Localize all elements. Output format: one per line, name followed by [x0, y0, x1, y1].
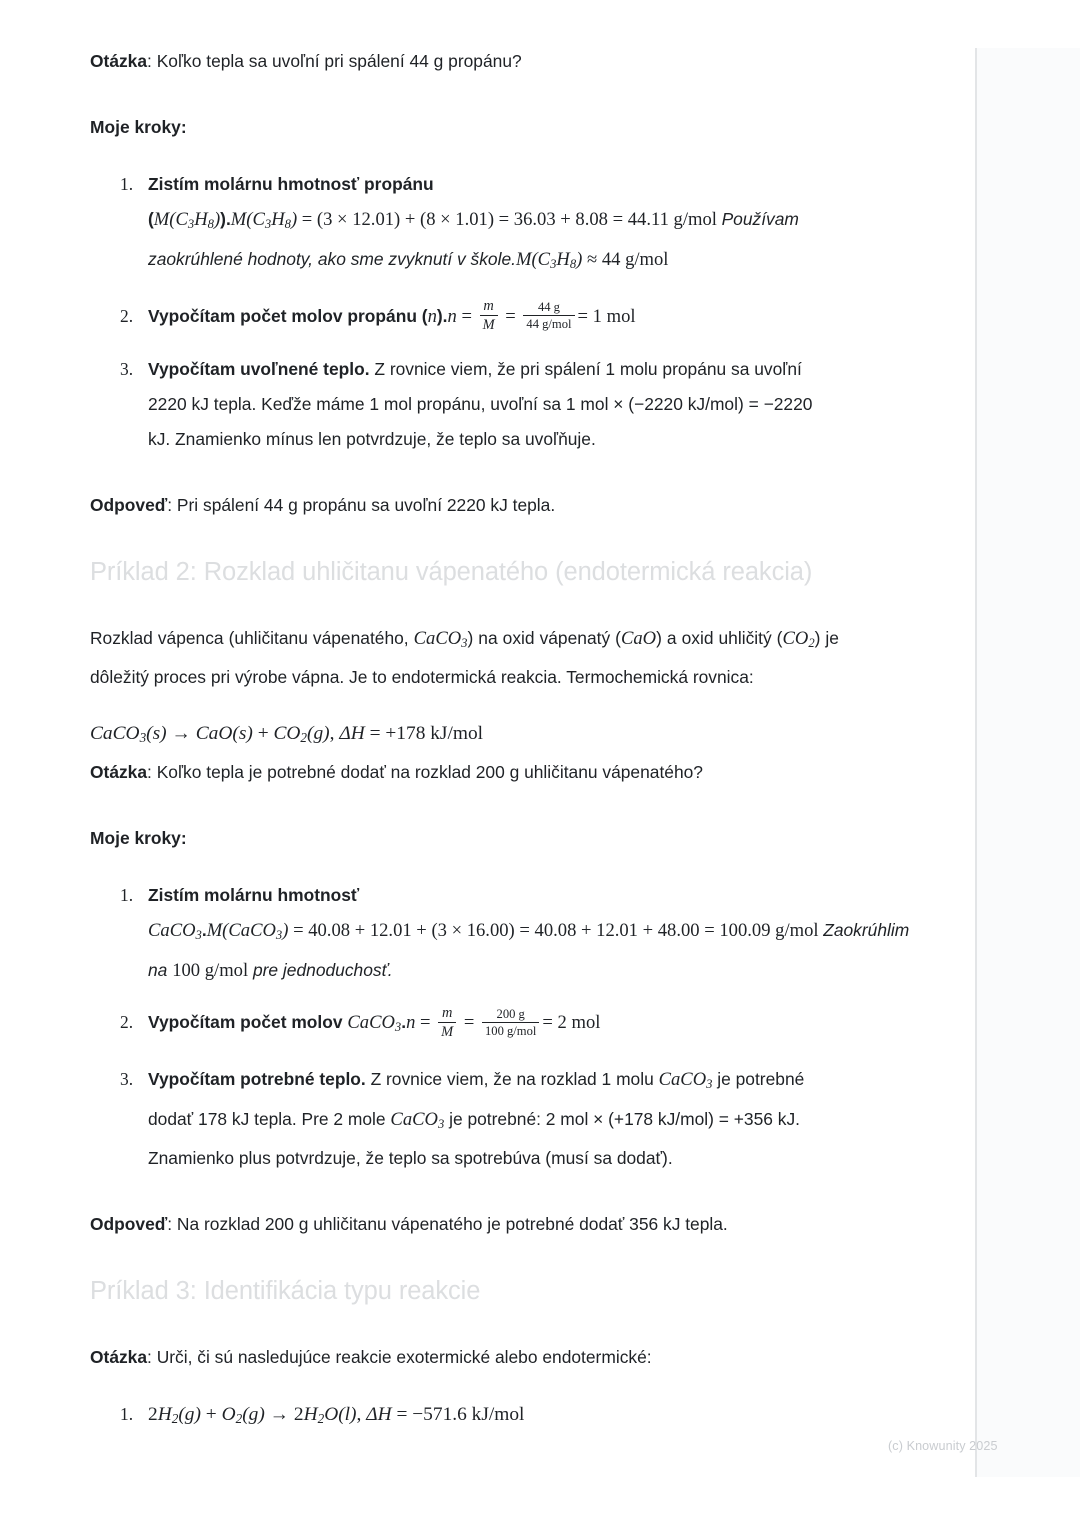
inline-math: CaCO$_3$: [658, 1068, 713, 1091]
inline-math: = 1 mol: [577, 305, 636, 327]
answer-label: Odpoveď: [90, 494, 168, 515]
example1-steps-list: [90, 167, 839, 457]
fraction-mass-over-molar-mass: $\frac{44 g}{\text{44 g/mol}}$: [523, 300, 574, 331]
list-item: Zistím molárnu hmotnosť CaCO$_3$.M(CaCO$_3$) = 40.08 + 12.01 + (3 × 16.00) = 40.08 + 12.01 + 48.00 = 100.09 g/mol Zaokrúhlim na 100 g/mol pre jednoduchosť.: [148, 885, 910, 982]
spacer: [90, 1309, 839, 1340]
watermark-knowunity: (c) Knowunity 2025: [888, 1439, 998, 1453]
inline-math: CaO: [620, 627, 657, 649]
spacer: [90, 695, 839, 717]
inline-math: =: [459, 1012, 479, 1034]
example2-question: [90, 755, 839, 790]
inline-math: $M(C_3H_8)$: [230, 209, 298, 231]
inline-math: ≈ 44 g/mol: [582, 248, 669, 270]
spacer: [90, 1242, 839, 1273]
question-text: : Koľko tepla je potrebné dodať na rozklad 200 g uhličitanu vápenatého?: [147, 762, 703, 783]
fraction-m-over-M: $\frac{m}{M}$: [438, 1005, 456, 1040]
inline-math: =: [500, 305, 521, 327]
inline-math: =: [456, 305, 477, 327]
question-text: : Koľko tepla sa uvoľní pri spálení 44 g propánu?: [147, 51, 522, 71]
inline-math: $M(C_3H_8)$: [515, 248, 583, 271]
answer-text: : Pri spálení 44 g propánu sa uvoľní 2220 kJ tepla.: [167, 494, 556, 515]
inline-math: n: [447, 305, 457, 327]
question-label: Otázka: [90, 1347, 148, 1368]
spacer: [90, 590, 839, 621]
example2-steps-label: Moje kroky:: [90, 828, 187, 849]
spacer: [90, 1176, 839, 1207]
spacer: [90, 856, 839, 878]
example1-question: [90, 44, 839, 79]
spacer: [90, 523, 839, 554]
spacer: [90, 79, 839, 110]
inline-math: CaCO$_3$: [148, 920, 202, 943]
inline-math: 100 g/mol: [172, 960, 249, 982]
example1-steps-label: Moje kroky:: [90, 117, 187, 137]
example1-answer: [90, 488, 839, 523]
example2-heading: Príklad 2: Rozklad uhličitanu vápenatého (endotermická reakcia): [90, 557, 813, 586]
inline-math: $CO_2$: [782, 627, 815, 650]
inline-math: CaCO$_3$: [347, 1012, 402, 1034]
example3-question: [90, 1340, 839, 1375]
example2-intro-paragraph: Rozklad vápenca (uhličitanu vápenatého, CaCO$_3$) na oxid vápenatý (CaO) a oxid uhličitý $(CO_2)$ je dôležitý proces pri výrobe vápna. Je to endotermická reakcia. Termochemická rovnica:: [90, 627, 839, 688]
inline-math: = (3 × 12.01) + (8 × 1.01) = 36.03 + 8.08 = 44.11 g/mol: [297, 209, 722, 230]
list-item: Vypočítam uvoľnené teplo. Z rovnice viem, že pri spálení 1 molu propánu sa uvoľní 2220 kJ tepla. Keďže máme 1 mol propánu, uvoľní sa 1 mol × (−2220 kJ/mol) = −2220 kJ. Znamienko mínus len potvrdzuje, že teplo sa uvoľňuje.: [148, 358, 813, 449]
inline-math: CaCO$_3$: [390, 1108, 445, 1131]
inline-math: 2H2(g) + O2(g) → 2H2O(l), ΔH = −571.6 kJ/mol: [148, 1404, 525, 1427]
list-item: [148, 1397, 839, 1436]
answer-label: Odpoveď: [90, 1214, 168, 1235]
list-item: Vypočítam počet molov CaCO$_3$.n = $\frac{m}{M}$ = $\frac{200 g}{\text{100 g/mol}}$ = 2 mol: [148, 1004, 601, 1040]
spacer: [90, 145, 839, 167]
question-label: Otázka: [90, 762, 148, 783]
fraction-mass-over-molar-mass: $\frac{200 g}{\text{100 g/mol}}$: [482, 1007, 539, 1038]
spacer: [90, 457, 839, 488]
example2-answer: [90, 1207, 839, 1242]
question-text: : Urči, či sú nasledujúce reakcie exotermické alebo endotermické:: [147, 1347, 652, 1368]
example2-steps-list: [90, 878, 910, 1176]
list-item: Vypočítam počet molov propánu (n).n = $\frac{m}{M}$ = $\frac{44 g}{\text{44 g/mol}}$ = 1 mol: [148, 298, 636, 334]
inline-math: = 2 mol: [542, 1012, 601, 1034]
inline-math: n: [406, 1012, 416, 1034]
inline-math: CaCO$_3$: [413, 627, 468, 650]
spacer: [90, 1375, 839, 1397]
spacer: [90, 790, 839, 821]
question-label: Otázka: [90, 51, 148, 71]
right-side-panel[interactable]: [975, 48, 1080, 1477]
inline-math: n: [427, 305, 437, 327]
inline-math: M(CaCO$_3$): [206, 920, 289, 943]
list-item: Vypočítam potrebné teplo. Z rovnice viem, že na rozklad 1 molu CaCO$_3$ je potrebné dodať 178 kJ tepla. Pre 2 mole CaCO$_3$ je potrebné: 2 mol × (+178 kJ/mol) = +356 kJ. Znamienko plus potvrdzuje, že teplo sa spotrebúva (musí sa dodať).: [148, 1068, 805, 1169]
inline-math: = 40.08 + 12.01 + (3 × 16.00) = 40.08 + 12.01 + 48.00 = 100.09 g/mol: [288, 920, 824, 942]
inline-math: =: [415, 1012, 436, 1034]
answer-text: : Na rozklad 200 g uhličitanu vápenatého je potrebné dodať 356 kJ tepla.: [167, 1214, 728, 1235]
example3-heading: Príklad 3: Identifikácia typu reakcie: [90, 1277, 481, 1306]
example3-reactions-list: [90, 1397, 839, 1436]
example2-thermochemical-equation: CaCO3(s) → CaO(s) + CO2(g), ΔH = +178 kJ/mol: [90, 723, 484, 746]
inline-math: $M(C_3H_8)$: [153, 209, 221, 231]
list-item: Zistím molárnu hmotnosť propánu $(M(C_3H_8)).M(C_3H_8) = (3 \times 12.01) + (8 \times 1.01) = 36.03 + 8.08 = 44.11$ g/mol Používam zaokrúhlené hodnoty, ako sme zvyknutí v $škole.M(C_3H_8) \approx 44$ g/mol: [148, 174, 799, 271]
fraction-m-over-M: $\frac{m}{M}$: [480, 298, 498, 333]
